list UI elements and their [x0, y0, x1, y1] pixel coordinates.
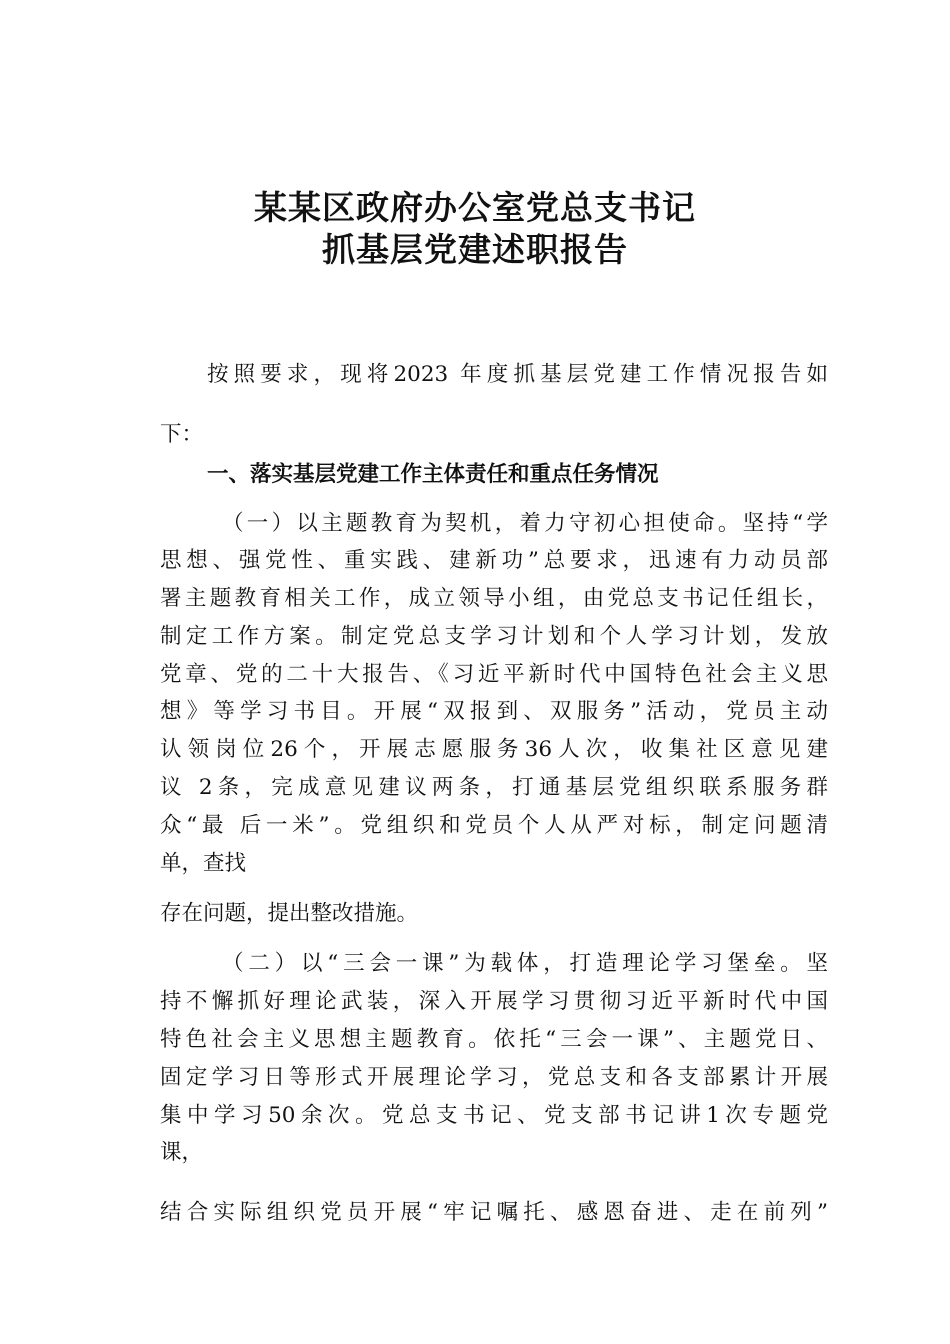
paragraph-line: 固定学习日等形式开展理论学习，党总支和各支部累计开展	[160, 1065, 828, 1090]
paragraph-line: 想》等学习书目。开展“双报到、双服务”活动，党员主动	[160, 699, 828, 724]
paragraph-line: 存在问题，提出整改措施。	[160, 901, 419, 926]
paragraph-line: 集中学习50余次。党总支书记、党支部书记讲1次专题党	[160, 1103, 828, 1128]
paragraph-line: 议 2条，完成意见建议两条，打通基层党组织联系服务群	[160, 775, 828, 800]
paragraph-line: 众“最 后一米”。党组织和党员个人从严对标，制定问题清	[160, 813, 828, 838]
paragraph-line: 持不懈抓好理论武装，深入开展学习贯彻习近平新时代中国	[160, 989, 828, 1014]
document-title-line1: 某某区政府办公室党总支书记	[254, 188, 696, 227]
paragraph-line: 特色社会主义思想主题教育。依托“三会一课”、主题党日、	[160, 1027, 828, 1052]
intro-line: 下：	[160, 422, 204, 447]
paragraph-line: 结合实际组织党员开展“牢记嘱托、感恩奋进、走在前列”	[160, 1200, 828, 1225]
paragraph-line: 认领岗位26个，开展志愿服务36人次，收集社区意见建	[160, 737, 828, 762]
paragraph-line: 课，	[160, 1140, 204, 1165]
paragraph-line: 党章、党的二十大报告、《习近平新时代中国特色社会主义思	[160, 662, 828, 687]
intro-line: 按照要求，现将2023 年度抓基层党建工作情况报告如	[207, 362, 828, 387]
paragraph-line: 思想、强党性、重实践、建新功”总要求，迅速有力动员部	[160, 548, 828, 573]
paragraph-line: （一）以主题教育为契机，着力守初心担使命。坚持“学	[222, 511, 828, 536]
document-title-line2: 抓基层党建述职报告	[322, 230, 628, 269]
paragraph-line: 制定工作方案。制定党总支学习计划和个人学习计划，发放	[160, 624, 828, 649]
section-heading: 一、落实基层党建工作主体责任和重点任务情况	[207, 462, 659, 487]
paragraph-line: （二）以“三会一课”为载体，打造理论学习堡垒。坚	[222, 951, 828, 976]
paragraph-line: 单，查找	[160, 851, 247, 876]
paragraph-line: 署主题教育相关工作，成立领导小组，由党总支书记任组长，	[160, 586, 828, 611]
